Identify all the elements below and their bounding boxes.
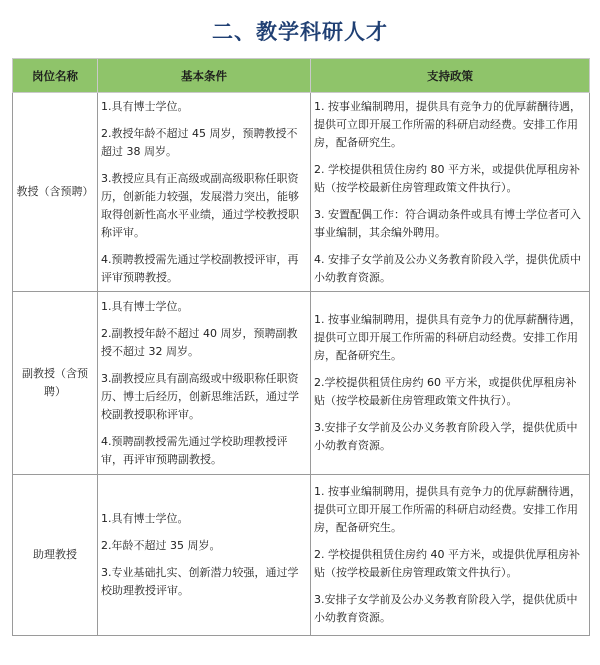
position-cell: 教授（含预聘） xyxy=(13,93,98,292)
condition-item: 2.教授年龄不超过 45 周岁，预聘教授不超过 38 周岁。 xyxy=(101,126,298,158)
header-row xyxy=(13,59,590,93)
policy-item: 3.安排子女学前及公办义务教育阶段入学，提供优质中小幼教育资源。 xyxy=(314,421,578,452)
position-cell: 助理教授 xyxy=(13,475,98,636)
policy-cell xyxy=(311,475,590,636)
condition-item: 1.具有博士学位。 xyxy=(101,299,189,313)
condition-item: 4.预聘教授需先通过学校副教授评审，再评审预聘教授。 xyxy=(101,252,299,284)
policy-item: 1. 按事业编制聘用，提供具有竞争力的优厚薪酬待遇，提供可立即开展工作所需的科研启动经费。安排工作用房，配备研究生。 xyxy=(314,99,581,149)
condition-item: 3.教授应具有正高级或副高级职称任职资历，创新能力较强，发展潜力突出，能够取得创新性高水平业绩，通过学校教授职称评审。 xyxy=(101,171,299,239)
position-cell: 副教授（含预聘） xyxy=(13,292,98,475)
conditions-cell xyxy=(98,475,311,636)
condition-item: 2.副教授年龄不超过 40 周岁，预聘副教授不超过 32 周岁。 xyxy=(101,326,298,358)
conditions-cell xyxy=(98,93,311,292)
policy-item: 2. 学校提供租赁住房约 40 平方米，或提供优厚租房补贴（按学校最新住房管理政策文件执行）。 xyxy=(314,548,580,579)
condition-item: 4.预聘副教授需先通过学校助理教授评审，再评审预聘副教授。 xyxy=(101,434,288,466)
condition-item: 1.具有博士学位。 xyxy=(101,512,189,525)
table-row xyxy=(13,93,590,292)
policy-cell xyxy=(311,292,590,475)
policy-item: 1. 按事业编制聘用，提供具有竞争力的优厚薪酬待遇，提供可立即开展工作所需的科研启动经费。安排工作用房，配备研究生。 xyxy=(314,485,581,534)
header-position: 岗位名称 xyxy=(13,59,98,93)
conditions-cell xyxy=(98,292,311,475)
condition-item: 3.专业基础扎实、创新潜力较强，通过学校助理教授评审。 xyxy=(101,566,299,597)
policy-item: 2.学校提供租赁住房约 60 平方米，或提供优厚租房补贴（按学校最新住房管理政策文件执行）。 xyxy=(314,376,577,407)
page-title: 二、教学科研人才 xyxy=(212,19,388,44)
header-policy: 支持政策 xyxy=(311,59,590,93)
table-row xyxy=(13,292,590,475)
header-conditions: 基本条件 xyxy=(98,59,311,93)
policy-item: 1. 按事业编制聘用，提供具有竞争力的优厚薪酬待遇，提供可立即开展工作所需的科研启动经费。安排工作用房，配备研究生。 xyxy=(314,313,581,362)
table-row xyxy=(13,475,590,636)
condition-item: 1.具有博士学位。 xyxy=(101,99,189,113)
policy-item: 3.安排子女学前及公办义务教育阶段入学，提供优质中小幼教育资源。 xyxy=(314,593,578,624)
policy-item: 3. 安置配偶工作：符合调动条件或具有博士学位者可入事业编制，其余编外聘用。 xyxy=(314,207,581,239)
talent-table xyxy=(12,58,590,636)
policy-item: 2. 学校提供租赁住房约 80 平方米，或提供优厚租房补贴（按学校最新住房管理政策文件执行）。 xyxy=(314,162,580,194)
condition-item: 2.年龄不超过 35 周岁。 xyxy=(101,539,221,552)
policy-cell xyxy=(311,93,590,292)
policy-item: 4. 安排子女学前及公办义务教育阶段入学，提供优质中小幼教育资源。 xyxy=(314,252,581,284)
condition-item: 3.副教授应具有副高级或中级职称任职资历、博士后经历，创新思维活跃，通过学校副教授职称评审。 xyxy=(101,371,299,421)
